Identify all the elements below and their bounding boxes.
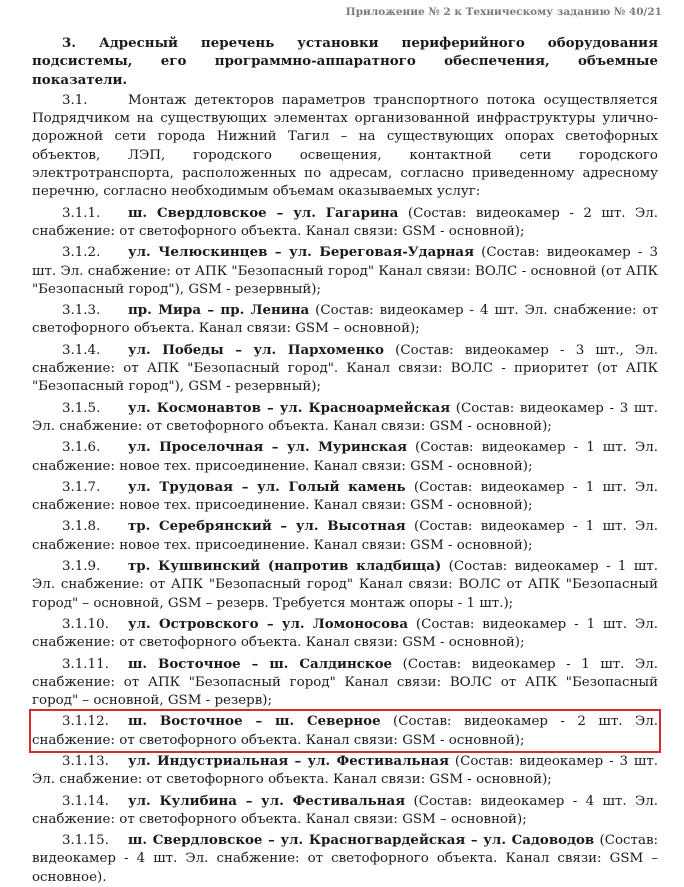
item-address: ул. Индустриальная – ул. Фестивальная — [128, 752, 449, 769]
item-details: (Состав: видеокамер - 1 шт. Эл. снабжение: новое тех. присоединение. Канал связи: GSM - основной); — [32, 519, 658, 553]
item-address: ул. Победы – ул. Пархоменко — [128, 341, 384, 358]
list-item-3-1-11 — [32, 655, 658, 711]
list-item-3-1-6 — [32, 438, 658, 476]
item-address: ул. Челюскинцев – ул. Береговая-Ударная — [128, 244, 474, 261]
item-address: ул. Космонавтов – ул. Красноармейская — [128, 399, 451, 416]
item-number: 3.1.11. — [62, 656, 109, 672]
item-details: (Состав: видеокамер - 4 шт. Эл. снабжение: от светофорного объекта. Канал связи: GSM – основное). — [32, 833, 658, 885]
list-item-3-1-3 — [32, 301, 658, 339]
item-address: ш. Восточное – ш. Салдинское — [128, 655, 393, 672]
item-number: 3.1.13. — [62, 753, 109, 769]
intro-number: 3.1. — [62, 92, 88, 108]
list-item-3-1-9 — [32, 557, 658, 613]
item-details: (Состав: видеокамер - 2 шт. Эл. снабжение: от светофорного объекта. Канал связи: GSM - основной); — [32, 205, 659, 239]
item-address: ул. Трудовая – ул. Голый камень — [128, 478, 406, 495]
item-details: (Состав: видеокамер - 1 шт. Эл. снабжение: новое тех. присоединение. Канал связи: GSM - основной); — [32, 440, 658, 474]
item-number: 3.1.10. — [62, 616, 109, 632]
item-address: ул. Кулибина – ул. Фестивальная — [128, 792, 406, 809]
item-details: (Состав: видеокамер - 3 шт. Эл. снабжение: от светофорного объекта. Канал связи: GSM - основной); — [32, 400, 658, 434]
item-details: (Состав: видеокамер - 4 шт. Эл. снабжение: от светофорного объекта. Канал связи: GSM – основной); — [32, 793, 659, 827]
list-item-3-1-15 — [32, 831, 658, 887]
item-address: ш. Восточное – ш. Северное — [128, 713, 381, 730]
item-address: ул. Островского – ул. Ломоносова — [128, 615, 409, 632]
list-item-3-1-7 — [32, 478, 658, 516]
list-item-3-1-10 — [32, 615, 658, 653]
item-address: ш. Свердловское – ул. Красногвардейская – ул. Садоводов — [128, 832, 595, 849]
list-item-3-1-14 — [32, 792, 658, 830]
intro-text: Монтаж детекторов параметров транспортного потока осуществляется Подрядчиком на существующих элементах организованной инфраструктуры улично-дорожной сети города Нижний Тагил – на существующих опорах светофорных объектов, ЛЭП, городского освещения, контактной сети городского электротранспорта, расположенных по адресам, согласно приведенному адресному перечню, согласно необходимым объемам оказываемых услуг: — [32, 92, 658, 200]
item-address: пр. Мира – пр. Ленина — [128, 302, 310, 319]
item-number: 3.1.9. — [62, 559, 101, 575]
item-number: 3.1.3. — [62, 303, 101, 319]
item-address: тр. Кушвинский (напротив кладбища) — [128, 558, 442, 575]
item-number: 3.1.4. — [62, 342, 101, 358]
item-details: (Состав: видеокамер - 2 шт. Эл. снабжение: от светофорного объекта. Канал связи: GSM - основной); — [32, 714, 658, 748]
item-number: 3.1.6. — [62, 440, 101, 456]
item-number: 3.1.8. — [62, 519, 101, 535]
item-number: 3.1.5. — [62, 400, 101, 416]
item-number: 3.1.12. — [62, 714, 109, 730]
item-address: тр. Серебрянский – ул. Высотная — [128, 518, 406, 535]
item-details: (Состав: видеокамер - 3 шт., Эл. снабжение: от АПК "Безопасный город". Канал связи: ВОЛС - приоритет (от АПК "Безопасный город"), GSM - резервный); — [32, 342, 658, 395]
item-number: 3.1.14. — [62, 793, 109, 809]
appendix-header-note: Приложение № 2 к Техническому заданию № 40/21 — [345, 6, 662, 18]
item-details: (Состав: видеокамер - 3 шт. Эл. снабжение: от светофорного объекта. Канал связи: GSM - основной); — [32, 753, 659, 788]
item-number: 3.1.15. — [62, 833, 109, 849]
item-number: 3.1.2. — [62, 245, 101, 261]
list-item-3-1-13 — [32, 752, 658, 790]
item-details: (Состав: видеокамер - 1 шт. Эл. снабжение: от АПК "Безопасный город" Канал связи: ВОЛС от АПК "Безопасный город" – основной, GSM – резерв. Требуется монтаж опоры - 1 шт.); — [32, 559, 658, 611]
list-item-3-1-1 — [32, 204, 658, 242]
item-details: (Состав: видеокамер - 1 шт. Эл. снабжение: от светофорного объекта. Канал связи: GSM - основной); — [32, 616, 659, 651]
list-item-3-1-2 — [32, 243, 658, 299]
item-details: (Состав: видеокамер - 3 шт. Эл. снабжение: от АПК "Безопасный город" Канал связи: ВОЛС - основной (от АПК "Безопасный город"), GSM - резервный); — [32, 245, 658, 297]
section-title-text: Адресный перечень установки периферийного оборудования подсистемы, его программно-аппаратного обеспечения, объемные показатели. — [32, 35, 658, 88]
list-item-3-1-5 — [32, 399, 658, 437]
list-item-3-1-12-highlighted — [32, 712, 658, 750]
list-item-3-1-4 — [32, 341, 658, 397]
section-title — [32, 34, 658, 89]
item-details: (Состав: видеокамер - 4 шт. Эл. снабжение: от светофорного объекта. Канал связи: GSM – основной); — [32, 303, 658, 337]
item-address: ш. Свердловское – ул. Гагарина — [128, 204, 399, 221]
item-number: 3.1.1. — [62, 205, 101, 221]
item-details: (Состав: видеокамер - 1 шт. Эл. снабжение: новое тех. присоединение. Канал связи: GSM - основной); — [32, 479, 658, 514]
item-details: (Состав: видеокамер - 1 шт. Эл. снабжение: от АПК "Безопасный город" Канал связи: ВОЛС от АПК "Безопасный город" – основной, GSM - резерв); — [32, 656, 659, 709]
item-address: ул. Проселочная – ул. Муринская — [128, 439, 407, 456]
item-number: 3.1.7. — [62, 479, 101, 495]
intro-paragraph — [32, 92, 658, 202]
document-content — [32, 34, 658, 887]
list-item-3-1-8 — [32, 517, 658, 555]
section-number: 3. — [62, 35, 76, 51]
